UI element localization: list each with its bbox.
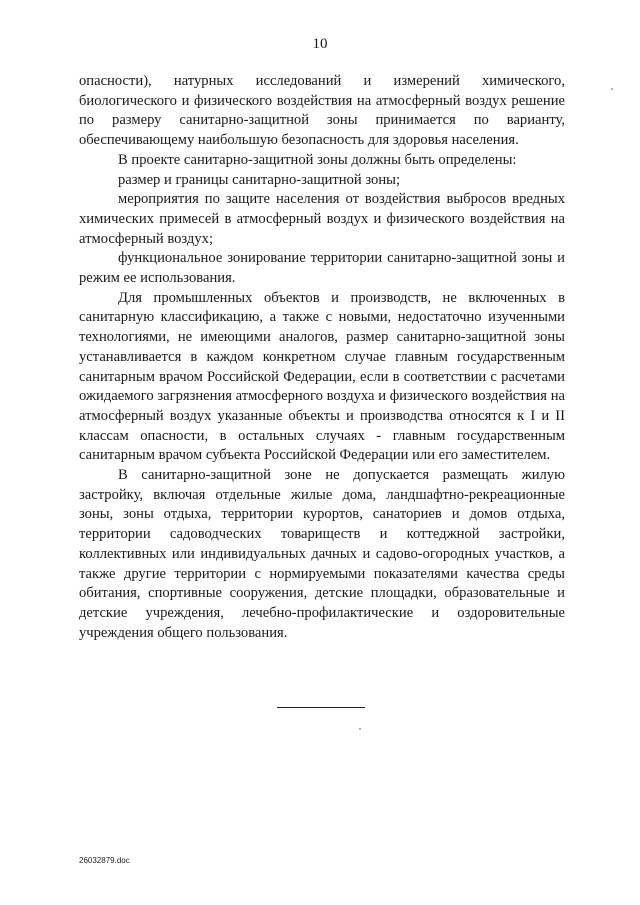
file-name-footer: 26032879.doc xyxy=(79,856,130,865)
list-item-protection-measures: мероприятия по защите населения от воздействия выбросов вредных химических примесей в атмосферный воздух и физического воздействия на атмосферный воздух; xyxy=(79,191,565,247)
list-item-functional-zoning: функциональное зонирование территории санитарно-защитной зоны и режим ее использования. xyxy=(79,250,565,287)
list-item-size-and-borders: размер и границы санитарно-защитной зоны; xyxy=(118,171,401,188)
paragraph-zone-restrictions: В санитарно-защитной зоне не допускается размещать жилую застройку, включая отдельные жилые дома, ландшафтно-рекреационные зоны, зоны отдыха, территории курортов, санаториев и домов отдыха, территории садоводческих товариществ и коттеджной застройки, коллективных или индивидуальных дачных и садово-огородных участков, а также другие территории с нормируемыми показателями качества среды обитания, спортивные сооружения, детские площадки, образовательные и детские учреждения, лечебно-профилактические и оздоровительные учреждения общего пользования. xyxy=(79,467,565,641)
page-number: 10 xyxy=(312,36,328,52)
document-body xyxy=(79,72,565,643)
scan-speck xyxy=(611,88,613,90)
closing-divider-line xyxy=(277,707,365,708)
paragraph-unclassified-objects: Для промышленных объектов и производств, не включенных в санитарную классификацию, а также с новыми, недостаточно изученными технологиями, не имеющими аналогов, размер санитарно-защитной зоны устанавливается в каждом конкретном случае главным государственным санитарным врачом Российской Федерации, если в соответствии с расчетами ожидаемого загрязнения атмосферного воздуха и физического воздействия на атмосферный воздух указанные объекты и производства относятся к I и II классам опасности, в остальных случаях - главным государственным санитарным врачом субъекта Российской Федерации или его заместителем. xyxy=(79,289,565,464)
scan-speck xyxy=(359,728,361,730)
paragraph-continuation: опасности), натурных исследований и измерений химического, биологического и физического воздействия на атмосферный воздух решение по размеру санитарно-защитной зоны принимается по варианту, обеспечивающему наибольшую безопасность для здоровья населения. xyxy=(79,73,565,149)
paragraph-project-requirements: В проекте санитарно-защитной зоны должны быть определены: xyxy=(118,151,517,168)
